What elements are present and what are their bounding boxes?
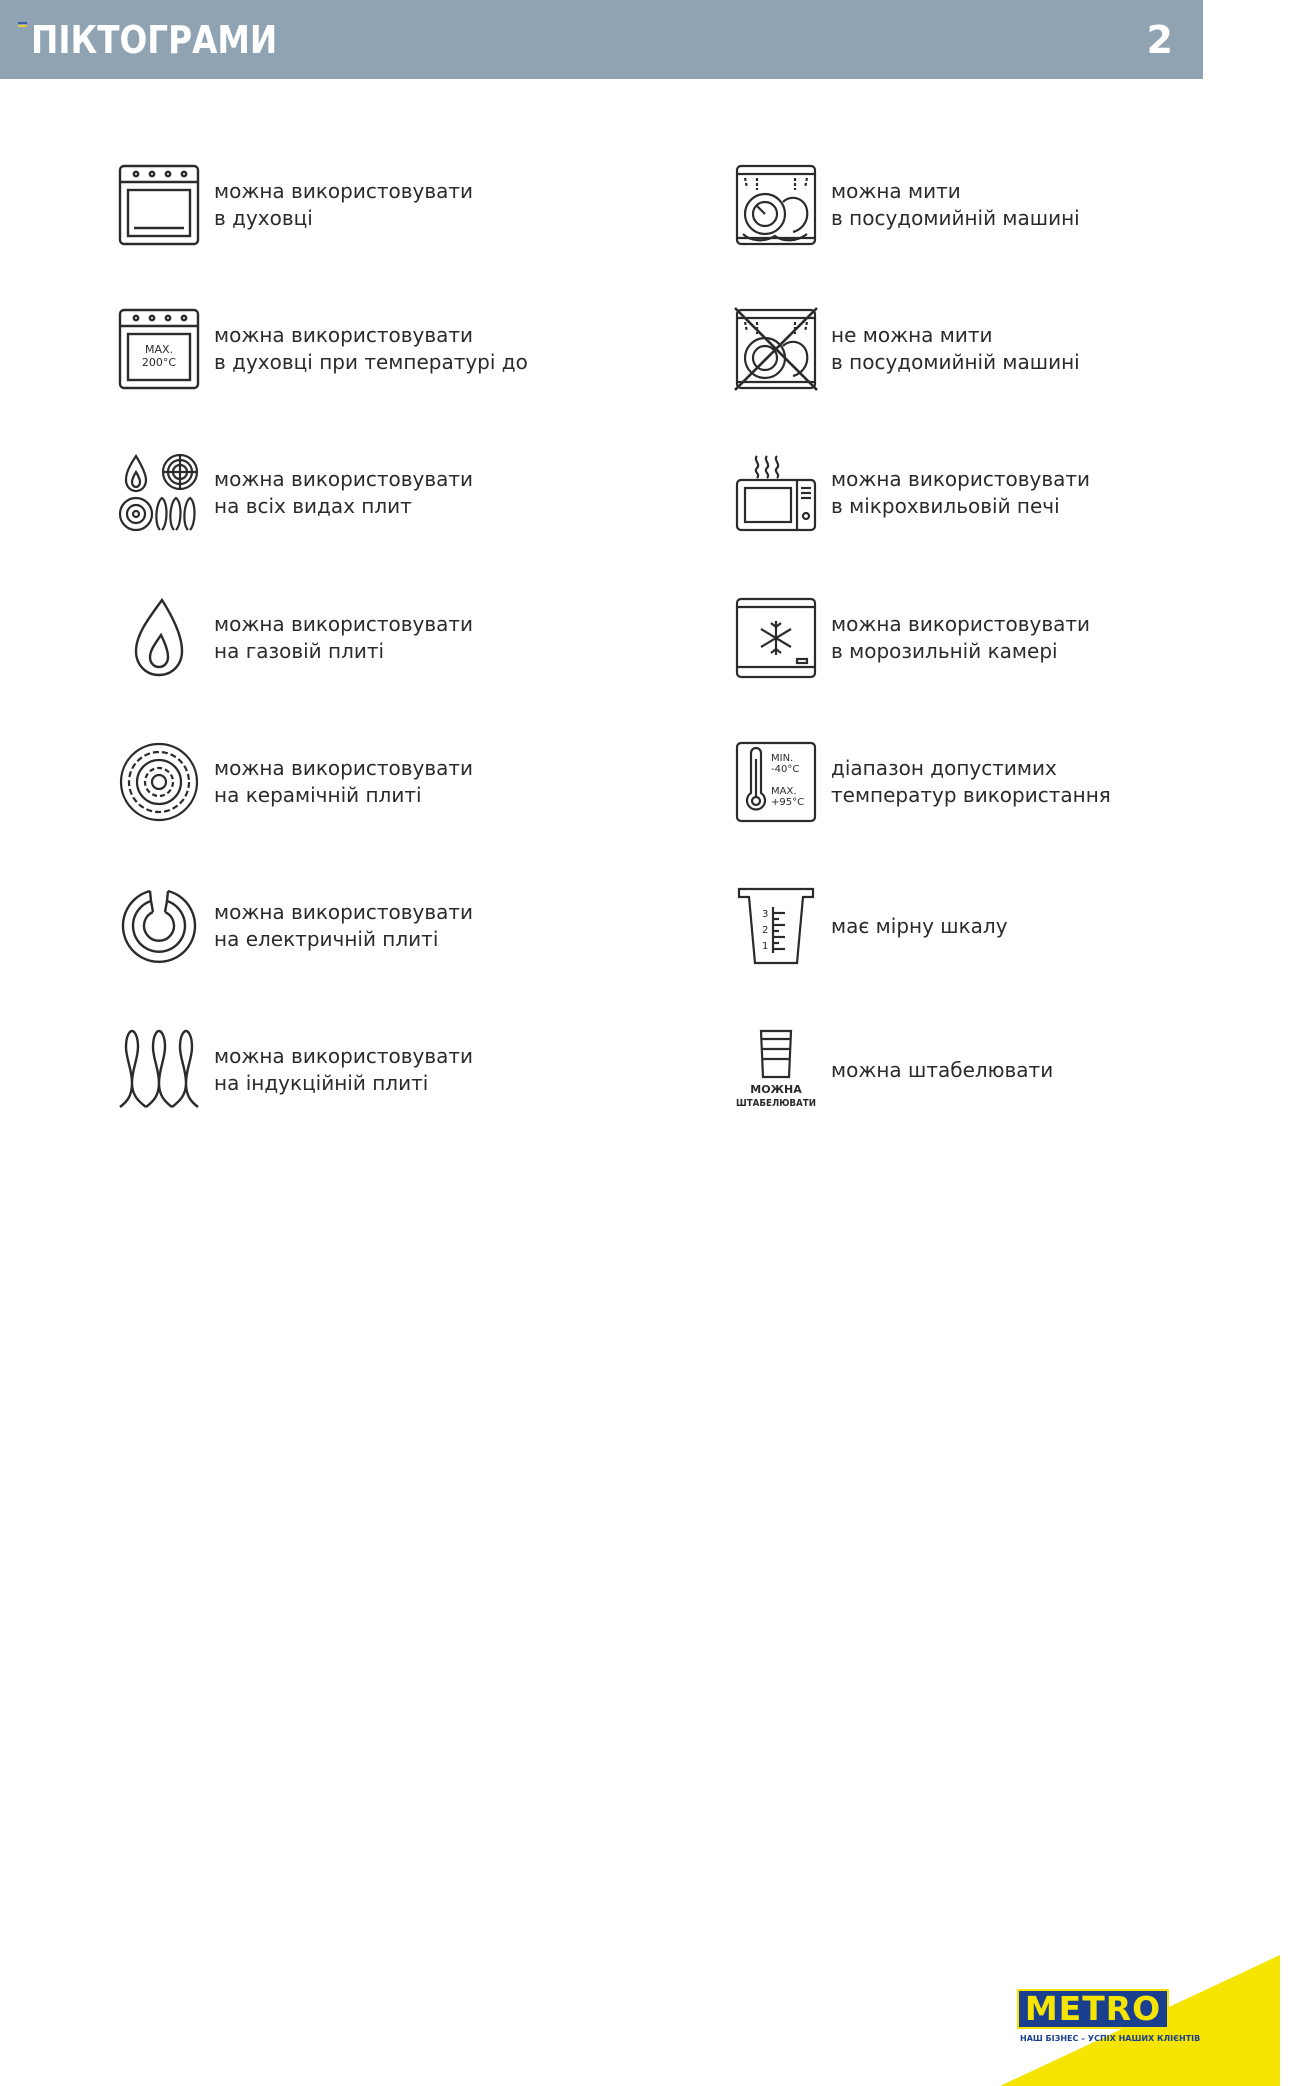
page-number: 2 (1146, 18, 1173, 62)
pictogram-line1: можна використовувати (214, 467, 474, 491)
pictogram-line2: в посудомийній машині (831, 350, 1080, 374)
pictogram-line1: можна використовувати (831, 612, 1091, 636)
metro-slogan: НАШ БІЗНЕС – УСПІХ НАШИХ КЛІЄНТІВ (1020, 2034, 1201, 2043)
pictogram-line2: температур використання (831, 783, 1111, 807)
pictogram-line2: на індукційній плиті (214, 1071, 429, 1095)
cup-scale-3: 3 (762, 909, 769, 920)
pictogram-line1: не можна мити (831, 323, 993, 347)
pictogram-line1: можна мити (831, 179, 961, 203)
pictogram-line1: можна використовувати (214, 179, 474, 203)
pictogram-line2: в посудомийній машині (831, 206, 1080, 230)
stackable-label-2: ШТАБЕЛЮВАТИ (736, 1098, 816, 1109)
pictogram-line1: діапазон допустимих (831, 756, 1057, 780)
pictogram-line1: можна використовувати (214, 900, 474, 924)
pictogram-line1: можна використовувати (214, 612, 474, 636)
thermo-min-label: MIN. (771, 753, 794, 764)
pictogram-line1: можна використовувати (831, 467, 1091, 491)
pictogram-line2: на всіх видах плит (214, 494, 412, 518)
pictogram-line2: на керамічній плиті (214, 783, 422, 807)
pictogram-line1: можна штабелювати (831, 1057, 1054, 1082)
thermo-min-value: -40°C (771, 764, 800, 775)
page-title: ПІКТОГРАМИ (31, 18, 278, 62)
thermo-max-label: MAX. (771, 786, 797, 797)
pictogram-line1: можна використовувати (214, 1044, 474, 1068)
cup-scale-1: 1 (762, 941, 769, 952)
cup-scale-2: 2 (762, 925, 769, 936)
pictogram-line2: на електричній плиті (214, 927, 439, 951)
oven-max-value: 200°C (141, 356, 177, 369)
thermo-max-value: +95°C (771, 797, 805, 808)
pictogram-line2: в мікрохвильовій печі (831, 494, 1060, 518)
metro-logo: METRO (1017, 1989, 1169, 2029)
pictogram-line2: в духовці (214, 206, 313, 230)
stackable-label-1: МОЖНА (750, 1083, 802, 1096)
pictogram-line1: можна використовувати (214, 756, 474, 780)
pictogram-line1: має мірну шкалу (831, 913, 1008, 938)
pictogram-line2: в морозильній камері (831, 639, 1058, 663)
pictogram-line1: можна використовувати (214, 323, 474, 347)
pictogram-line2: в духовці при температурі до (214, 350, 528, 374)
pictogram-line2: на газовій плиті (214, 639, 385, 663)
oven-max-label: MAX. (144, 343, 174, 356)
